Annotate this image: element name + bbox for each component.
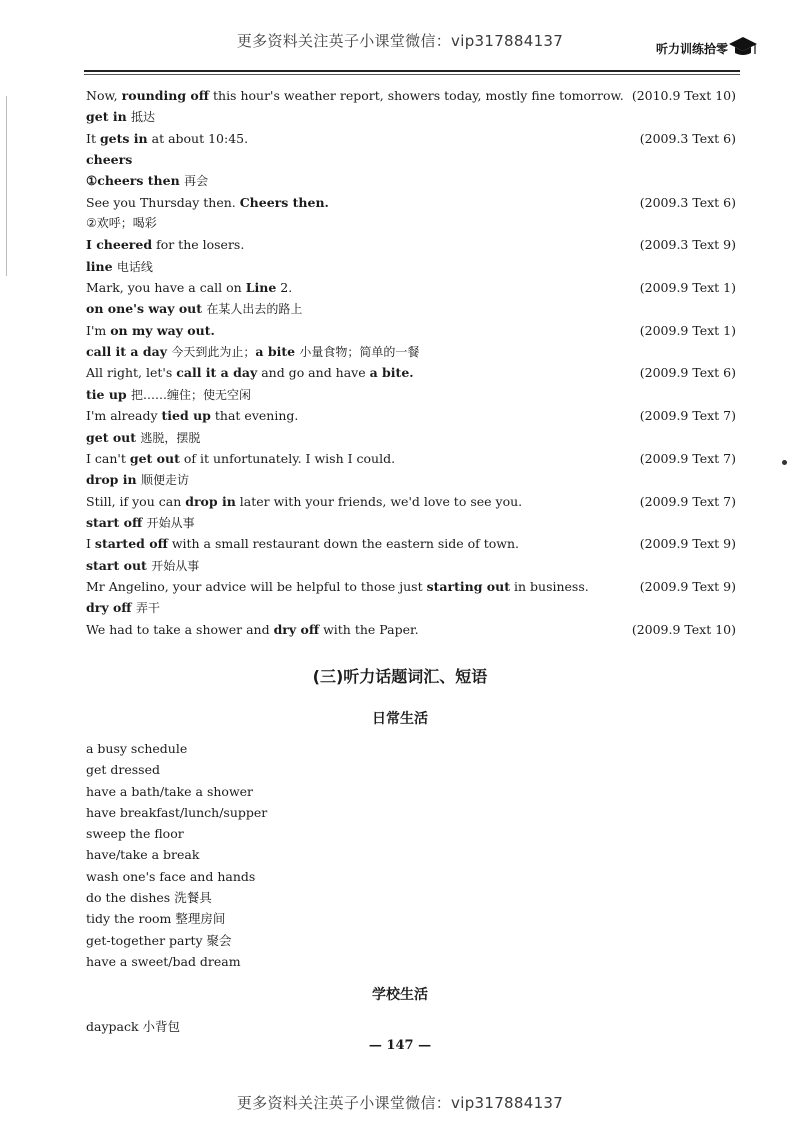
list-item: do the dishes 洗餐具	[86, 890, 212, 906]
sentence-text: I	[86, 536, 95, 552]
phrase-meaning: 再会	[184, 174, 209, 189]
highlighted-phrase: rounding off	[121, 88, 210, 103]
phrase-term: on one's way out	[86, 301, 203, 317]
sentence-text: It	[86, 130, 100, 146]
phrase-term: get in	[86, 109, 127, 125]
highlighted-phrase: a bite.	[369, 365, 414, 381]
phrase-meaning: 把……缠住；使无空闲	[131, 387, 252, 402]
source-reference: (2009.9 Text 6)	[639, 365, 736, 381]
phrase-meaning: 开始从事	[146, 515, 195, 530]
phrase-heading	[86, 170, 736, 191]
highlighted-phrase: gets in	[99, 130, 148, 146]
example-sentence	[86, 448, 736, 469]
list-item: get-together party 聚会	[86, 932, 232, 948]
phrase-term: dry off	[86, 600, 132, 616]
highlighted-phrase: dry off	[273, 621, 320, 637]
phrase-heading	[86, 341, 736, 362]
example-sentence	[86, 320, 736, 341]
highlighted-phrase: get out	[129, 450, 180, 466]
phrase-term: call it a day	[86, 344, 167, 360]
phrase-meaning: 弄干	[135, 601, 160, 616]
phrase-term: cheers	[86, 152, 133, 168]
highlighted-phrase: Line	[245, 280, 277, 296]
daily-life-list	[86, 738, 267, 972]
sentence-text: We had to take a shower and	[86, 621, 274, 637]
sentence-text: of it unfortunately. I wish I could.	[179, 450, 396, 466]
phrase-heading	[86, 384, 736, 405]
highlighted-phrase: started off	[94, 536, 168, 552]
source-reference: (2009.9 Text 10)	[631, 621, 736, 637]
sentence-text: for the losers.	[152, 237, 245, 253]
example-sentence	[86, 619, 736, 640]
sentence-text: See you Thursday then.	[86, 194, 240, 210]
sentence-text: with a small restaurant down the eastern side of town.	[167, 536, 520, 552]
sentence-text: in business.	[510, 578, 589, 594]
sentence-text: with the Paper.	[319, 621, 419, 637]
source-reference: (2009.9 Text 1)	[639, 280, 736, 296]
source-reference: (2009.9 Text 7)	[639, 450, 736, 466]
phrase-meaning: 开始从事	[151, 558, 200, 573]
header-rule-thin	[84, 74, 740, 75]
list-item: have breakfast/lunch/supper	[86, 804, 268, 820]
list-item: sweep the floor	[86, 826, 184, 842]
sentence-text: All right, let's	[86, 365, 177, 381]
phrase-term: ①cheers then	[86, 173, 180, 189]
phrase-heading	[86, 256, 736, 277]
sentence-text: Mark, you have a call on	[86, 280, 246, 296]
example-sentence	[86, 192, 736, 213]
source-reference: (2009.3 Text 6)	[639, 130, 736, 146]
running-header: 听力训练拾零	[655, 42, 728, 56]
phrase-heading	[86, 427, 736, 448]
phrase-meaning-line: ②欢呼；喝彩	[86, 216, 157, 231]
source-reference: (2010.9 Text 10)	[631, 88, 736, 103]
list-item: get dressed	[86, 762, 160, 778]
phrase-heading	[86, 469, 736, 490]
phrase-term: drop in	[86, 472, 137, 488]
margin-dot	[782, 460, 787, 465]
school-life-list	[86, 1016, 180, 1037]
phrase-heading	[86, 106, 736, 127]
phrase-heading	[86, 512, 736, 533]
sentence-text: Still, if you can	[86, 493, 186, 509]
list-item: have a bath/take a shower	[86, 783, 254, 799]
phrase-meaning: 电话线	[116, 259, 153, 274]
subsection-title-school-life: 学校生活	[372, 987, 428, 1003]
sentence-text: that evening.	[210, 408, 299, 424]
example-sentence	[86, 277, 736, 298]
source-reference: (2009.9 Text 1)	[639, 322, 736, 338]
sentence-text: I'm	[86, 322, 111, 338]
sentence-text: this hour's weather report, showers today, mostly fine tomorrow.	[209, 88, 624, 103]
sentence-text: and go and have	[257, 365, 370, 381]
highlighted-phrase: tied up	[161, 408, 211, 424]
phrase-heading	[86, 149, 736, 170]
example-sentence	[86, 85, 736, 106]
highlighted-phrase: starting out	[426, 578, 511, 594]
phrase-meaning: 小量食物；简单的一餐	[299, 345, 420, 360]
highlighted-phrase: call it a day	[176, 365, 258, 381]
sentence-text: I'm already	[86, 408, 162, 424]
header-rule	[84, 70, 740, 72]
phrase-term: start out	[86, 557, 147, 573]
example-sentence	[86, 362, 736, 383]
sentence-text: at about 10:45.	[147, 130, 249, 146]
example-sentence	[86, 405, 736, 426]
phrase-term: line	[86, 258, 113, 274]
phrase-heading	[86, 555, 736, 576]
example-sentence	[86, 576, 736, 597]
sentence-text: later with your friends, we'd love to see you.	[235, 493, 523, 509]
example-sentence	[86, 128, 736, 149]
phrase-meaning: 今天到此为止；	[171, 345, 256, 360]
source-reference: (2009.3 Text 6)	[639, 194, 736, 210]
phrase-meaning: 顺便走访	[140, 473, 189, 488]
source-reference: (2009.3 Text 9)	[639, 237, 736, 253]
phrase-entries	[86, 85, 736, 640]
sentence-text: 2.	[276, 280, 293, 296]
sentence-text: Now,	[86, 88, 122, 103]
list-item: tidy the room 整理房间	[86, 911, 226, 927]
graduation-cap-icon	[728, 34, 758, 58]
highlighted-phrase: I cheered	[86, 237, 153, 253]
list-item: have a sweet/bad dream	[86, 953, 241, 969]
phrase-heading	[86, 597, 736, 618]
margin-mark	[6, 96, 7, 276]
phrase-term: a bite	[255, 344, 296, 360]
section-title: (三)听力话题词汇、短语	[312, 667, 488, 686]
source-reference: (2009.9 Text 7)	[639, 493, 736, 509]
example-sentence	[86, 234, 736, 255]
highlighted-phrase: on my way out.	[110, 322, 215, 338]
phrase-term: tie up	[86, 386, 127, 402]
list-item: daypack 小背包	[86, 1019, 181, 1034]
watermark-top: 更多资料关注英子小课堂微信：vip317884137	[236, 32, 564, 50]
list-item: a busy schedule	[86, 741, 188, 756]
phrase-meaning: 逃脱，摆脱	[140, 430, 201, 445]
phrase-term: start off	[86, 514, 143, 530]
highlighted-phrase: Cheers then.	[239, 194, 329, 210]
phrase-meaning: 抵达	[131, 110, 156, 125]
watermark-bottom: 更多资料关注英子小课堂微信：vip317884137	[236, 1094, 564, 1112]
list-item: have/take a break	[86, 847, 200, 863]
subsection-title-daily-life: 日常生活	[372, 711, 428, 727]
phrase-heading	[86, 298, 736, 319]
list-item: wash one's face and hands	[86, 868, 256, 884]
phrase-term: get out	[86, 429, 137, 445]
sentence-text: Mr Angelino, your advice will be helpful to those just	[86, 578, 427, 594]
example-sentence	[86, 491, 736, 512]
source-reference: (2009.9 Text 9)	[639, 536, 736, 552]
sentence-text: I can't	[86, 450, 130, 466]
page-number: — 147 —	[368, 1038, 432, 1053]
source-reference: (2009.9 Text 7)	[639, 408, 736, 424]
source-reference: (2009.9 Text 9)	[639, 578, 736, 594]
phrase-meaning: 在某人出去的路上	[206, 302, 303, 317]
example-sentence	[86, 533, 736, 554]
highlighted-phrase: drop in	[185, 493, 236, 509]
